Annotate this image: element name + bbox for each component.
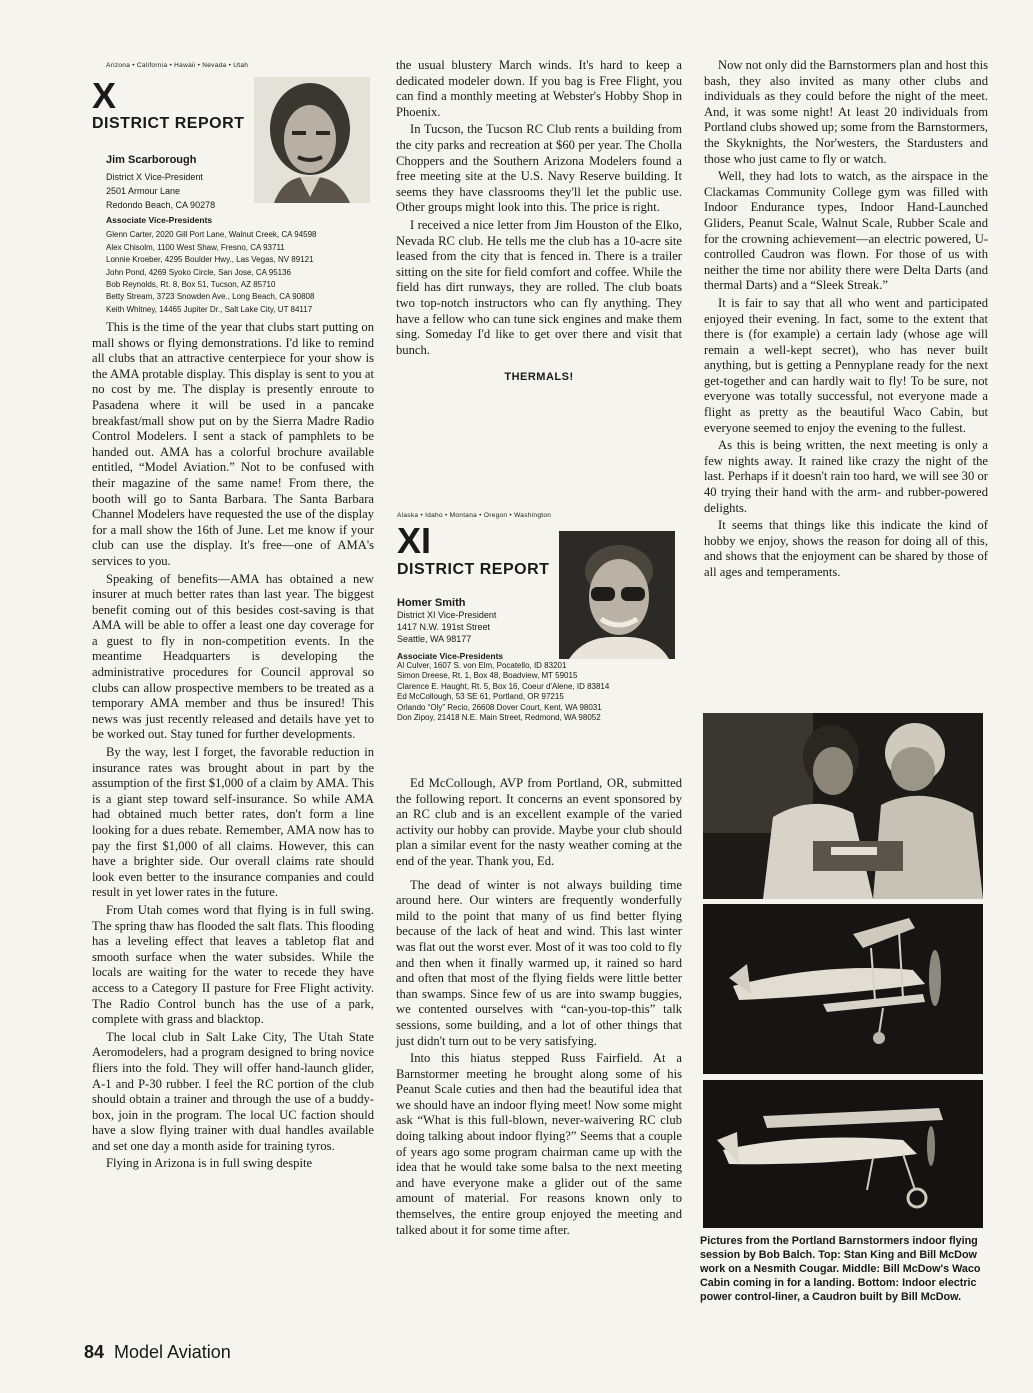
district-x-assoc-heading: Associate Vice-Presidents xyxy=(106,214,213,225)
district-x-vp-address1: 2501 Armour Lane xyxy=(106,185,181,196)
district-x-title: DISTRICT REPORT xyxy=(92,114,245,132)
paragraph: Now not only did the Barnstormers plan and host this bash, they also invited as many other clubs and individuals as they could before the night of the meet. And, it was some night! At least 20 individuals from Portland clubs showed up; some from the Barnstormers, the Skyknights, the Nor'westers, the Stardusters and those who just came to fly or watch. xyxy=(704,58,988,166)
assoc-vp: Simon Dreese, Rt. 1, Box 48, Boadview, MT 59015 xyxy=(397,671,578,681)
paragraph: Ed McCollough, AVP from Portland, OR, submitted the following report. It concerns an event sponsored by an RC club and is an excellent example of the varied activity our hobby can provide. Maybe your club should plan a similar event for the nasty weather coming at the end of the year. Thank you, Ed. xyxy=(396,776,682,868)
paragraph: Well, they had lots to watch, as the airspace in the Clackamas Community College gym was filled with Indoor Endurance types, Indoor Hand-Launched Gliders, Peanut Scale, Walnut Scale, Rubber Scale and for the crowning achievement—an electric powered, U-controlled Caudron was flown. For those of us with neither the time nor ability there were Delta Darts (and thermal Darts) and a “Sleek Streak.” xyxy=(704,169,988,293)
assoc-vp: Alex Chisolm, 1100 West Shaw, Fresno, CA 93711 xyxy=(106,242,285,252)
district-xi-number: XI xyxy=(397,520,432,561)
district-xi-assoc-list xyxy=(397,661,683,723)
photo-waco-cabin xyxy=(703,904,983,1074)
district-x-vp-name: Jim Scarborough xyxy=(106,154,197,167)
district-xi-assoc-heading: Associate Vice-Presidents xyxy=(397,651,504,661)
district-xi-states: Alaska • Idaho • Montana • Oregon • Washington xyxy=(397,512,552,519)
district-xi-vp-role: District XI Vice-President xyxy=(397,610,497,620)
district-x-vp-role: District X Vice-President xyxy=(106,171,203,182)
assoc-vp: Ed McCollough, 53 SE 61, Portland, OR 97215 xyxy=(397,692,564,702)
assoc-vp: Orlando “Oly” Recio, 26608 Dover Court, Kent, WA 98031 xyxy=(397,702,602,712)
column-3 xyxy=(704,58,988,583)
thermals-signoff: THERMALS! xyxy=(504,371,574,384)
paragraph: the usual blustery March winds. It's hard to keep a dedicated modeler down. If you bag is Free Flight, you can find a monthly meeting at Webster's Hobby Shop in Phoenix. xyxy=(396,58,682,119)
paragraph: It is fair to say that all who went and participated enjoyed their evening. In fact, some to the extent that there is (for example) a certain lady (whose age will remain a well-kept secret), who has never built anything, but is getting a Pennyplane ready for the next get-together and can hardly wait to fly! To be sure, not everyone was totally successful, not everyone made a flight as pretty as the beautiful Waco Cabin, but everyone seemed to enjoy the evening to the fullest. xyxy=(704,295,988,435)
page-number: 84 xyxy=(84,1342,105,1362)
paragraph: As this is being written, the next meeting is only a few nights away. It rained like crazy the night of the last. Perhaps if it doesn't rain too hard, we will see 30 or 40 trying their hand with the arm- and rubber-powered delights. xyxy=(704,438,988,515)
assoc-vp: Glenn Carter, 2020 Gill Port Lane, Walnut Creek, CA 94598 xyxy=(106,230,317,240)
paragraph: Into this hiatus stepped Russ Fairfield. At a Barnstormer meeting he brought along some of his Peanut Scale cuties and then had the beautiful idea that we should have an indoor flying meet! Now some might ask “What is this full-blown, never-waivering RC club doing talking about indoor flying?” Seems that a couple of years ago some program chairman came up with the idea that he would take some balsa to the next meeting and have everyone make a glider out of the same amount of material. For reasons known only to themselves, the entire group enjoyed the meeting and talked about it for some time after. xyxy=(396,1051,682,1237)
assoc-vp: Bob Reynolds, Rt. 8, Box 51, Tucson, AZ 85710 xyxy=(106,280,276,289)
district-x-vp-address2: Redondo Beach, CA 90278 xyxy=(106,199,216,210)
assoc-vp: Don Zipoy, 21418 N.E. Main Street, Redmond, WA 98052 xyxy=(397,713,601,723)
district-xi-vp-address2: Seattle, WA 98177 xyxy=(397,634,472,644)
paragraph: I received a nice letter from Jim Houston of the Elko, Nevada RC club. He tells me the club has a 10-acre site leased from the city that is fenced in. There is a trailer sitting on the site for field comfort and coffee. While the field has dirt runways, they are rolled. The club boats two top-notch instructors who can fly anything. They have a fellow who can tune sick engines and make them sing. Someday I'd like to get over there and visit that bunch. xyxy=(396,217,682,357)
assoc-vp: John Pond, 4269 Syoko Circle, San Jose, CA 95136 xyxy=(106,267,292,277)
assoc-vp: Lonnie Kroeber, 4295 Boulder Hwy., Las Vegas, NV 89121 xyxy=(106,255,314,265)
paragraph: From Utah comes word that flying is in full swing. The spring thaw has flooded the salt flats. This flooding has a leveling effect that leaves a tabletop flat and smooth surface when the water subsides. While the locals are waiting for the water to recede they have access to a Category II pasture for Free Flight activity. The Radio Control bunch has the use of a park, complete with grass and blacktop. xyxy=(92,902,374,1027)
district-xi-body xyxy=(396,776,682,1240)
assoc-vp: Clarence E. Haught, Rt. 5, Box 16, Coeur d'Alene, ID 83814 xyxy=(397,681,610,691)
district-x-assoc-list xyxy=(92,230,374,315)
paragraph: The local club in Salt Lake City, The Utah State Aeromodelers, had a program designed to bring novice fliers into the fold. They will offer hand-launch glider, A-1 and P-30 rubber. I feel the RC portion of the club should obtain a trainer and through the use of a buddy-box, join in the program. The local UC faction should have a slow flying trainer with dual handles available and set one day a month aside for training tyros. xyxy=(92,1029,374,1153)
homer-smith-portrait xyxy=(559,531,675,659)
assoc-vp: Keith Whitney, 14465 Jupiter Dr., Salt Lake City, UT 84117 xyxy=(106,304,313,314)
photo-modelers-working xyxy=(703,713,983,899)
photo-caption: Pictures from the Portland Barnstormers indoor flying session by Bob Balch. Top: Stan King and Bill McDow work on a Nesmith Cougar. Middle: Bill McDow's Waco Cabin coming in for a landing. Bottom: Indoor electric power control-liner, a Caudron built by Bill McDow. xyxy=(700,1235,981,1303)
district-x-column xyxy=(92,58,374,1174)
paragraph: The dead of winter is not always building time around here. Our winters are frequently wonderfully mild to the point that many of us find better flying because of the lack of heat and wind. This last winter was flat out the worst ever. Most of it was too cold to fly and then when it finally warmed up, it rained so hard and often that most of the flying fields were little better than swamps. Since few of us are into swamp buggies, we contented ourselves with “can-you-top-this” talk sessions, some building, and a lot of other things that just didn't turn out to be very satisfying. xyxy=(396,877,682,1048)
jim-scarborough-portrait xyxy=(254,77,370,203)
district-xi-vp-address1: 1417 N.W. 191st Street xyxy=(397,622,491,632)
assoc-vp: Betty Stream, 3723 Snowden Ave., Long Beach, CA 90808 xyxy=(106,292,315,302)
district-xi-title: DISTRICT REPORT xyxy=(397,561,550,578)
paragraph: By the way, lest I forget, the favorable reduction in insurance rates was brought about in part by the assumption of the first $1,000 of a claim by AMA. This is a giant step toward self-insurance. So while AMA had obtained much better rates, don't form a line looking for a dues rebate. Remember, AMA now has to pay the first $1,000 of all claims. However, this can have a brighter side. Our overall claims rate should look even better to the insurance companies and could result in yet lower rates in the future. xyxy=(92,745,374,900)
column-2 xyxy=(396,58,682,386)
assoc-vp: Al Culver, 1607 S. von Elm, Pocatello, ID 83201 xyxy=(397,661,567,670)
district-xi-vp-name: Homer Smith xyxy=(397,597,466,609)
paragraph: This is the time of the year that clubs start putting on mall shows or flying demonstrations. I'd like to remind all clubs that an attractive centerpiece for your show is the AMA protable display. This display is sent to you at no cost by me. The display is presently enroute to Pasadena where it will be used in a pancake breakfast/mall show put on by the Sierra Madre Radio Control Modelers. I sent a stack of pamphlets to be handed out. AMA has a colorful brochure available entitled, “Model Aviation.” Not to be confused with their magazine of the same name! From there, the booth will go to Santa Barbara. The Santa Barbara Channel Modelers have requested the use of the display for a mall show the 16th of June. Let me know if your club can use the display. It's free—one of AMA's services to you. xyxy=(92,320,374,568)
paragraph: Speaking of benefits—AMA has obtained a new insurer at much better rates than last year. The biggest benefit coming out of this besides cost-saving is that AMA will be able to offer a least one day coverage for a guest to fly in non-competition events. In the meantime Headquarters is developing the administrative procedures for Council approval so clubs can allow prospective members to be treated as a temporary AMA member and thus be insured! This news was just recently released and details have yet to be worked out. Stay tuned for further developments. xyxy=(92,571,374,742)
photo-caudron xyxy=(703,1080,983,1228)
paragraph: Flying in Arizona is in full swing despite xyxy=(106,1156,313,1171)
magazine-name: Model Aviation xyxy=(114,1342,231,1362)
paragraph: It seems that things like this indicate the kind of hobby we enjoy, shows the reason for doing all of this, and shows that the enjoyment can be shared by those of all ages and temperaments. xyxy=(704,518,988,579)
district-x-states: Arizona • California • Hawaii • Nevada • Utah xyxy=(106,62,249,69)
district-x-number: X xyxy=(92,74,117,116)
paragraph: In Tucson, the Tucson RC Club rents a building from the city parks and recreation at $60 per year. The Cholla Choppers and the Southern Arizona Modelers found a free meeting site at the U.S. Navy Reserve building. It seems they have classrooms they'll let the public use. Other groups might look into this. The price is right. xyxy=(396,122,682,215)
page-footer xyxy=(84,1342,231,1363)
